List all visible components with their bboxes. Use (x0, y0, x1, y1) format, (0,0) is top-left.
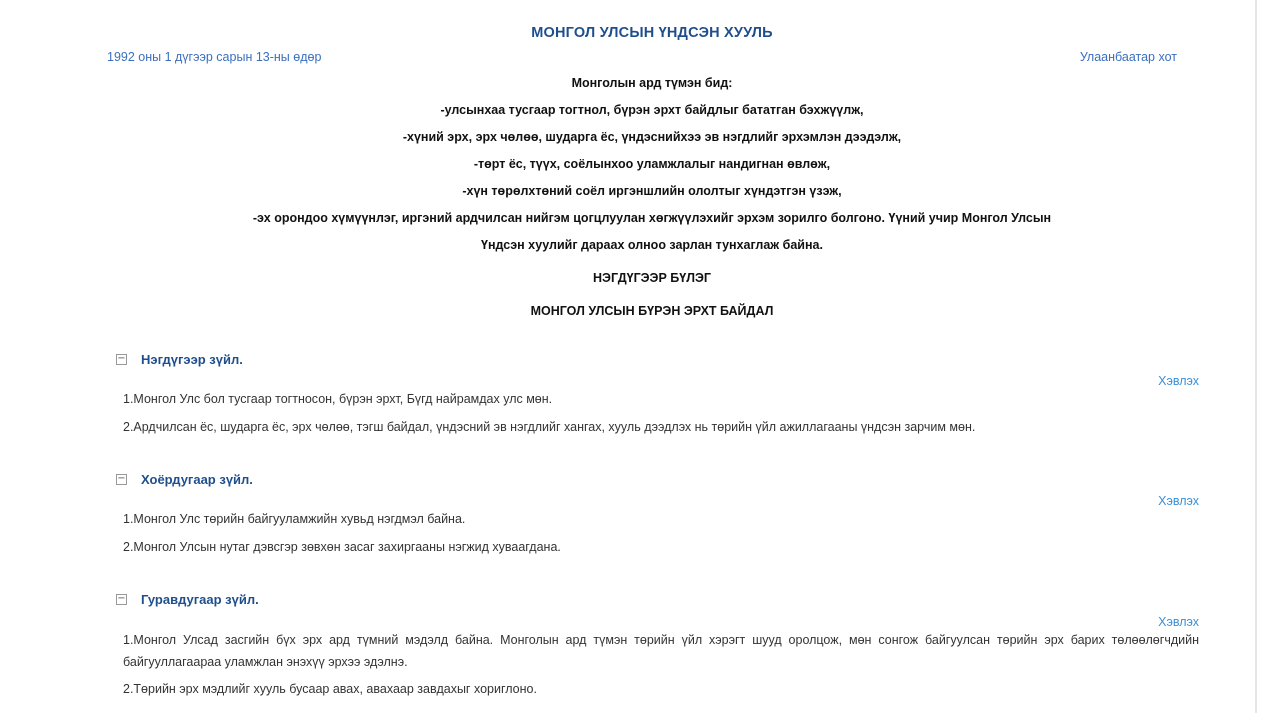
preamble-line: -хүний эрх, эрх чөлөө, шударга ёс, үндэснийхээ эв нэгдлийг эрхэмлэн дээдэлж, (402, 130, 902, 144)
article-paragraph: 2.Ардчилсан ёс, шударга ёс, эрх чөлөө, тэгш байдал, үндэсний эв нэгдлийг хангах, хууль дээдлэх нь төрийн үйл ажиллагааны үндсэн зарчим мөн. (123, 420, 976, 434)
article-paragraph: 2.Монгол Улсын нутаг дэвсгэр зөвхөн засаг захиргааны нэгжид хуваагдана. (123, 540, 561, 554)
article-header (116, 351, 243, 367)
print-link[interactable]: Хэвлэх (1158, 494, 1199, 508)
preamble-line: Монголын ард түмэн бид: (571, 76, 733, 90)
print-link[interactable]: Хэвлэх (1158, 374, 1199, 388)
collapse-toggle-icon[interactable]: − (117, 352, 126, 364)
page-title: МОНГОЛ УЛСЫН ҮНДСЭН ХУУЛЬ (531, 25, 773, 41)
collapse-toggle-icon[interactable]: − (117, 592, 126, 604)
preamble-line: -хүн төрөлхтөний соёл иргэншлийн ололтыг хүндэтгэн үзэж, (462, 184, 842, 198)
chapter-name: МОНГОЛ УЛСЫН БҮРЭН ЭРХТ БАЙДАЛ (530, 304, 774, 318)
article-paragraph: 1.Монгол Улс төрийн байгууламжийн хувьд нэгдмэл байна. (123, 512, 466, 526)
preamble-line: -эх орондоо хүмүүнлэг, иргэний ардчилсан нийгэм цогцлуулан хөгжүүлэхийг эрхэм зорилго болгоно. Үүний учир Монгол Улсын (252, 211, 1052, 225)
preamble-line: Үндсэн хуулийг дараах олноо зарлан тунхаглаж байна. (481, 238, 823, 252)
adoption-date: 1992 оны 1 дүгээр сарын 13-ны өдөр (107, 50, 322, 64)
preamble-line: -төрт ёс, түүх, соёлынхоо уламжлалыг нандигнан өвлөж, (473, 157, 831, 171)
article-paragraph: 1.Монгол Улс бол тусгаар тогтносон, бүрэн эрхт, Бүгд найрамдах улс мөн. (123, 392, 553, 406)
article-title[interactable]: Гуравдугаар зүйл. (141, 591, 259, 607)
article-paragraph: 2.Төрийн эрх мэдлийг хууль бусаар авах, авахаар завдахыг хориглоно. (123, 682, 537, 696)
preamble-line: -улсынхаа тусгаар тогтнол, бүрэн эрхт байдлыг бататган бэхжүүлж, (440, 103, 864, 117)
print-link[interactable]: Хэвлэх (1158, 615, 1199, 629)
chapter-number: НЭГДҮГЭЭР БҮЛЭГ (593, 271, 711, 285)
article-paragraph: 1.Монгол Улсад засгийн бүх эрх ард түмний мэдэлд байна. Монголын ард түмэн төрийн үйл хэрэгт шууд оролцож, мөн сонгож байгуулсан төрийн эрх барих төлөөлөгчдийн байгууллагаараа уламжлан энэхүү эрхээ эдэлнэ. (123, 633, 1199, 669)
article-header (116, 591, 259, 607)
adoption-place: Улаанбаатар хот (1079, 50, 1177, 64)
article-header (116, 471, 253, 487)
article-title[interactable]: Хоёрдугаар зүйл. (141, 471, 253, 487)
collapse-toggle-icon[interactable]: − (117, 472, 126, 484)
article-title[interactable]: Нэгдүгээр зүйл. (141, 351, 243, 367)
